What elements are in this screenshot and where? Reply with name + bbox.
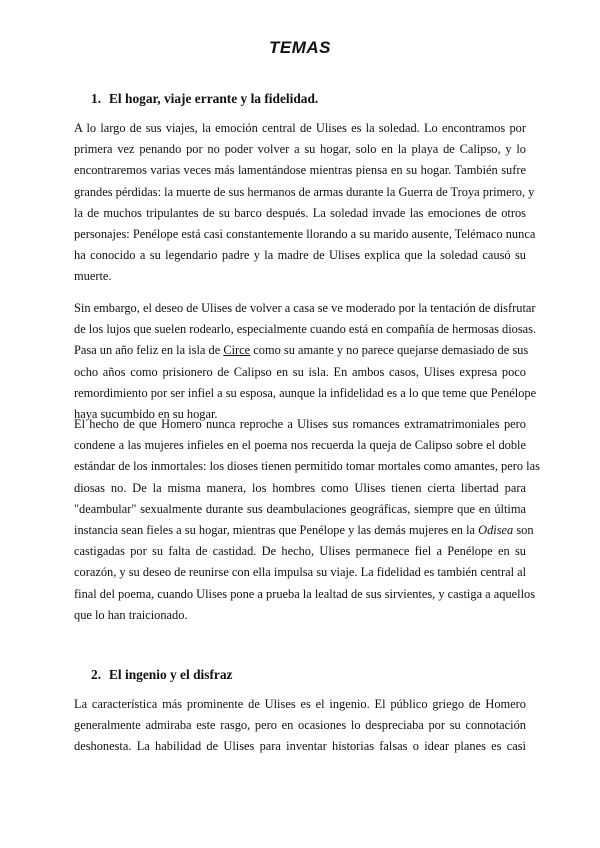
text-line: primera vez penando por no poder volver a su hogar, solo en la playa de Calipso, y lo <box>74 142 526 157</box>
text-line <box>74 340 529 361</box>
paragraph-3 <box>74 414 540 626</box>
paragraph-2 <box>74 298 537 425</box>
section-number: 1. <box>91 91 102 106</box>
text-line: Sin embargo, el deseo de Ulises de volver a casa se ve moderado por la tentación de disfrutar <box>74 301 536 315</box>
document-title: TEMAS <box>269 38 331 57</box>
text-line: A lo largo de sus viajes, la emoción central de Ulises es la soledad. Lo encontramos por <box>74 121 526 135</box>
section-title: El hogar, viaje errante y la fidelidad. <box>109 91 319 106</box>
section-heading-2 <box>91 667 233 683</box>
text-line: corazón, y su deseo de reunirse con ella impulsa su viaje. La fidelidad es también central al <box>74 565 527 580</box>
text-line: ocho años como prisionero de Calipso en su isla. En ambos casos, Ulises expresa poco <box>74 364 526 379</box>
text-line: que lo han traicionado. <box>74 607 188 622</box>
text-line: grandes pérdidas: la muerte de sus hermanos de armas durante la Guerra de Troya primero, y <box>74 184 535 199</box>
text-segment: instancia sean fieles a su hogar, mientras que Penélope y las demás mujeres en la <box>74 522 479 537</box>
text-segment: son <box>513 522 534 537</box>
section-heading-1 <box>91 91 318 107</box>
text-segment: como su amante y no parece quejarse demasiado de sus <box>250 343 529 358</box>
text-line: estándar de los inmortales: los dioses tienen permitido tomar mortales como amantes, pero las <box>74 459 540 474</box>
circe-link[interactable]: Circe <box>223 343 251 358</box>
text-line: "deambular" sexualmente durante sus deambulaciones geográficas, siempre que en última <box>74 501 526 516</box>
text-line: diosas no. De la misma manera, los hombres como Ulises tienen cierta libertad para <box>74 480 526 495</box>
text-line: final del poema, cuando Ulises pone a prueba la lealtad de sus sirvientes, y castiga a aquellos <box>74 586 536 601</box>
text-line: condene a las mujeres infieles en el poema nos recuerda la queja de Calipso sobre el doble <box>74 438 526 453</box>
section-number: 2. <box>91 667 102 682</box>
text-line: remordimiento por ser infiel a su esposa, aunque la infidelidad es a lo que teme que Penélope <box>74 385 537 400</box>
text-line: personajes: Penélope está casi constantemente llorando a su marido ausente, Telémaco nunca <box>74 226 536 241</box>
text-line: deshonesta. La habilidad de Ulises para inventar historias falsas o idear planes es casi <box>74 739 526 754</box>
text-line: La característica más prominente de Ulises es el ingenio. El público griego de Homero <box>74 697 526 711</box>
text-line <box>74 520 534 541</box>
text-line: haya sucumbido en su hogar. <box>74 406 218 421</box>
text-line: la de muchos tripulantes de su barco después. La soledad invade las emociones de otros <box>74 205 526 220</box>
paragraph-1 <box>74 118 536 288</box>
text-line: El hecho de que Homero nunca reproche a Ulises sus romances extramatrimoniales pero <box>74 417 526 431</box>
text-line: encontraremos varias veces más lamentándose mientras piensa en su hogar. También sufre <box>74 163 526 178</box>
text-line: de los lujos que suelen rodearlo, especialmente cuando está en compañía de hermosas diosas. <box>74 322 537 337</box>
section-title: El ingenio y el disfraz <box>109 667 233 682</box>
paragraph-4 <box>74 694 526 758</box>
text-line: muerte. <box>74 269 112 284</box>
text-line: castigadas por su falta de castidad. De hecho, Ulises permanece fiel a Penélope en su <box>74 544 526 559</box>
odisea-title: Odisea <box>478 522 514 537</box>
text-line: ha conocido a su legendario padre y la madre de Ulises explica que la soledad causó su <box>74 248 526 263</box>
text-line: generalmente admiraba este rasgo, pero en ocasiones lo despreciaba por su connotación <box>74 718 526 733</box>
text-segment: Pasa un año feliz en la isla de <box>74 343 224 358</box>
